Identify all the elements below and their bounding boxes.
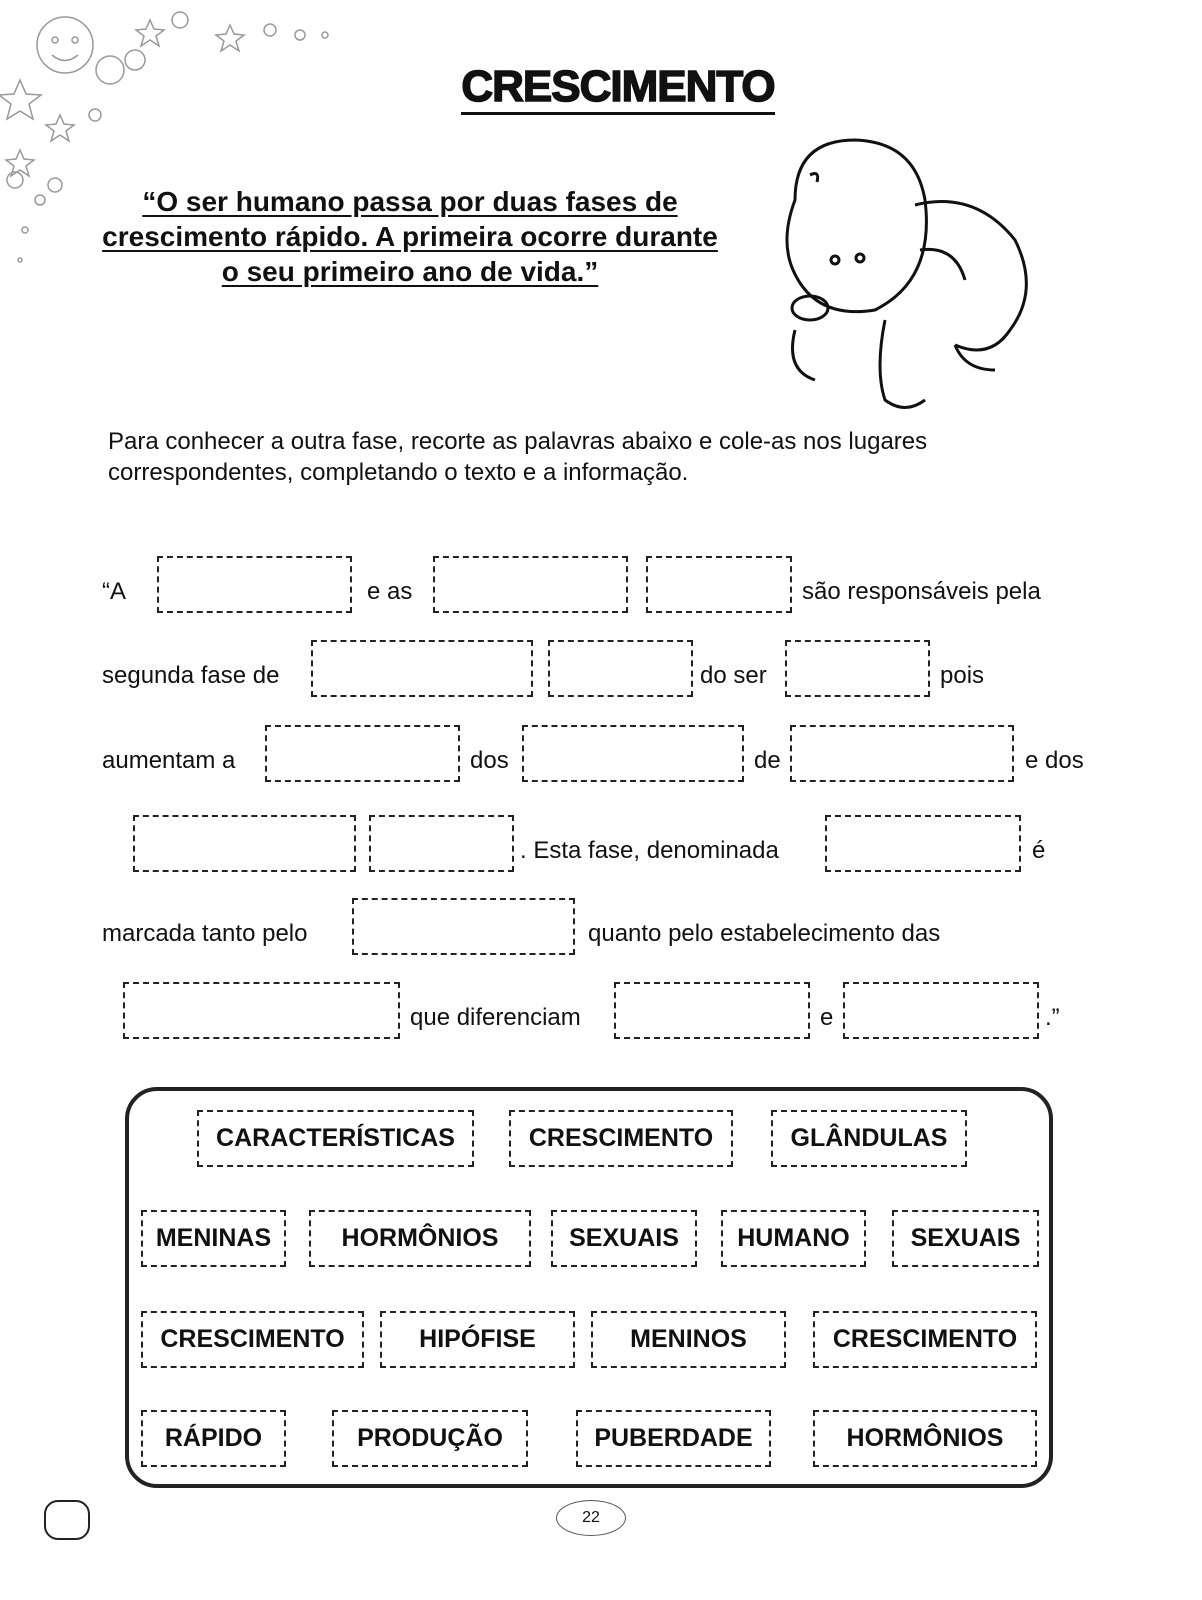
word-card[interactable]: PUBERDADE — [576, 1410, 771, 1467]
fill-text-segment: “A — [102, 578, 126, 605]
word-card[interactable]: SEXUAIS — [551, 1210, 697, 1267]
word-card[interactable]: CRESCIMENTO — [813, 1311, 1037, 1368]
fill-text-segment: pois — [940, 662, 985, 689]
fill-text-segment: aumentam a — [102, 747, 236, 774]
page-title — [0, 62, 1202, 112]
fill-text-segment: de — [754, 747, 781, 774]
instructions-text: Para conhecer a outra fase, recorte as palavras abaixo e cole-as nos lugares correspondentes, completando o texto e a informação. — [108, 428, 928, 486]
blank-slot[interactable] — [157, 556, 352, 613]
page-title-text: CRESCIMENTO — [461, 62, 774, 115]
blank-slot[interactable] — [265, 725, 460, 782]
fill-text-segment: são responsáveis pela — [802, 578, 1041, 605]
word-card[interactable]: HUMANO — [721, 1210, 866, 1267]
fill-text-segment: .” — [1045, 1004, 1060, 1031]
blank-slot[interactable] — [133, 815, 356, 872]
word-card[interactable]: CARACTERÍSTICAS — [197, 1110, 474, 1167]
blank-slot[interactable] — [433, 556, 628, 613]
quote-text: “O ser humano passa por duas fases de crescimento rápido. A primeira ocorre durante o seu primeiro ano de vida.” — [102, 186, 718, 287]
word-card[interactable]: MENINAS — [141, 1210, 286, 1267]
fill-text-segment: e dos — [1025, 747, 1084, 774]
fill-text-segment: quanto pelo estabelecimento das — [588, 920, 941, 947]
word-card[interactable]: GLÂNDULAS — [771, 1110, 967, 1167]
word-card[interactable]: CRESCIMENTO — [509, 1110, 733, 1167]
blank-slot[interactable] — [522, 725, 744, 782]
fill-text-segment: e — [820, 1004, 834, 1031]
blank-slot[interactable] — [785, 640, 930, 697]
word-card[interactable]: CRESCIMENTO — [141, 1311, 364, 1368]
publisher-logo-icon — [44, 1500, 90, 1540]
blank-slot[interactable] — [790, 725, 1014, 782]
blank-slot[interactable] — [123, 982, 400, 1039]
fill-text-segment: dos — [470, 747, 509, 774]
word-card[interactable]: PRODUÇÃO — [332, 1410, 528, 1467]
fill-text-segment: segunda fase de — [102, 662, 280, 689]
blank-slot[interactable] — [352, 898, 575, 955]
fill-text-segment: é — [1032, 837, 1046, 864]
word-card[interactable]: RÁPIDO — [141, 1410, 286, 1467]
word-card[interactable]: HIPÓFISE — [380, 1311, 575, 1368]
blank-slot[interactable] — [548, 640, 693, 697]
crawling-baby-illustration-icon — [775, 130, 1040, 420]
fill-text-segment: marcada tanto pelo — [102, 920, 308, 947]
blank-slot[interactable] — [369, 815, 514, 872]
blank-slot[interactable] — [843, 982, 1039, 1039]
word-card[interactable]: HORMÔNIOS — [309, 1210, 531, 1267]
fill-text-segment: e as — [367, 578, 413, 605]
word-card[interactable]: SEXUAIS — [892, 1210, 1039, 1267]
blank-slot[interactable] — [614, 982, 810, 1039]
fill-text-segment: que diferenciam — [410, 1004, 581, 1031]
word-card[interactable]: HORMÔNIOS — [813, 1410, 1037, 1467]
fill-text-segment: . Esta fase, denominada — [520, 837, 779, 864]
word-card[interactable]: MENINOS — [591, 1311, 786, 1368]
blank-slot[interactable] — [646, 556, 792, 613]
page-number: 22 — [556, 1500, 626, 1536]
blank-slot[interactable] — [311, 640, 533, 697]
fill-text-segment: do ser — [700, 662, 767, 689]
blank-slot[interactable] — [825, 815, 1021, 872]
